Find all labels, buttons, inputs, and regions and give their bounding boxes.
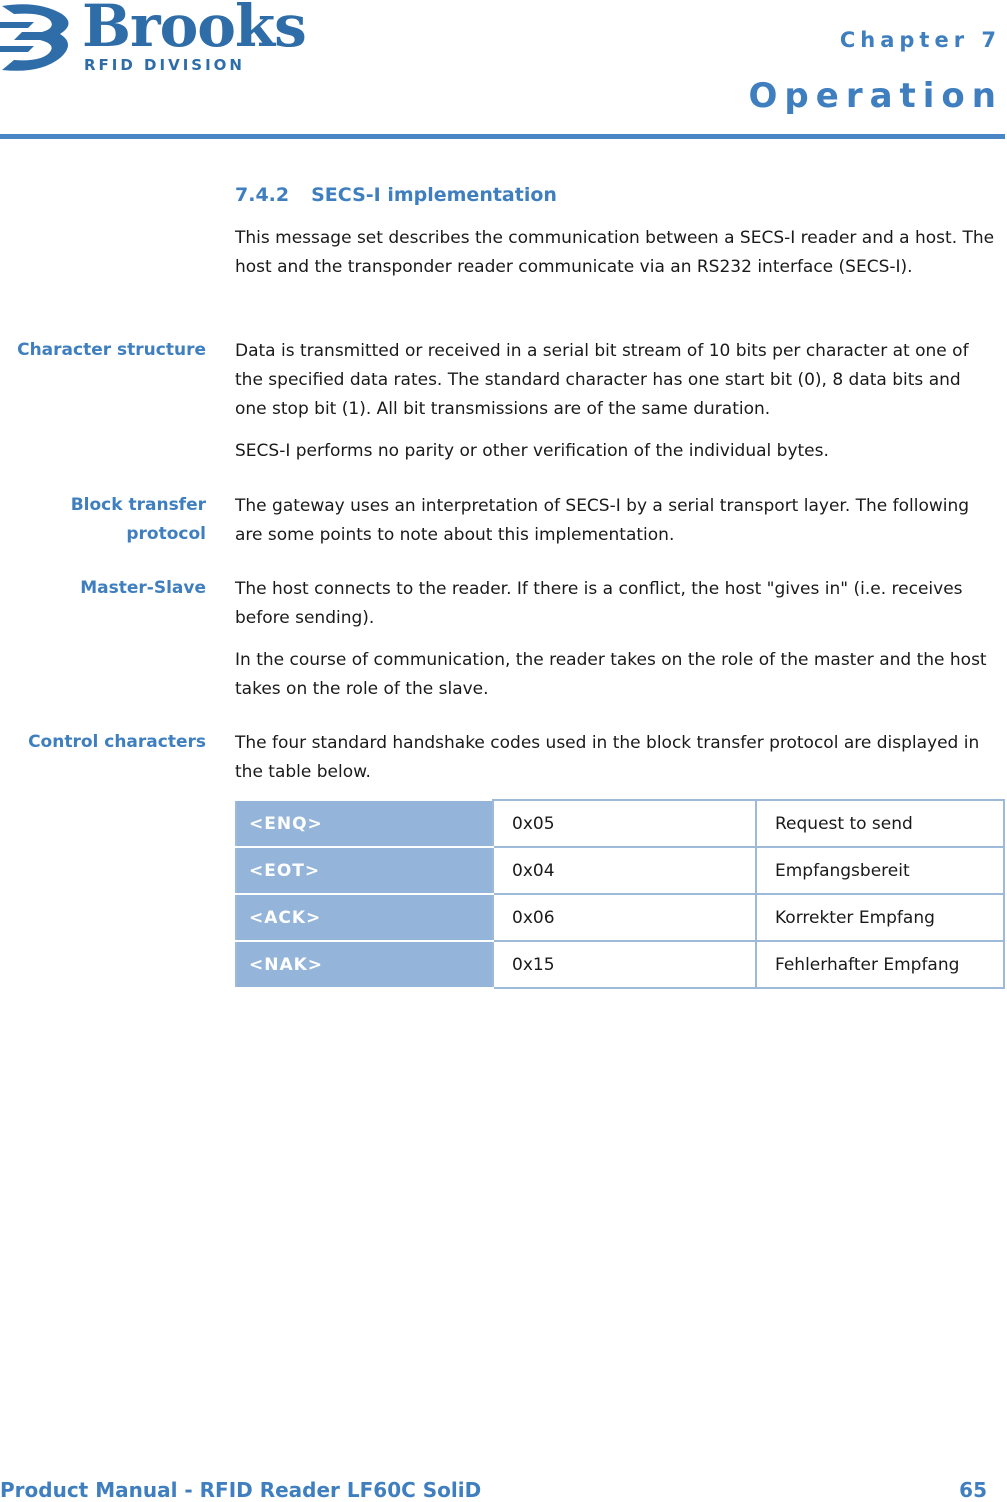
control-code-cell: <NAK> (236, 941, 493, 988)
side-heading-block-transfer-line1: Block transfer (70, 495, 206, 515)
footer-document-title: Product Manual - RFID Reader LF60C SoliD (0, 1478, 482, 1502)
side-heading-character-structure: Character structure (17, 340, 206, 360)
description-cell: Korrekter Empfang (756, 894, 1004, 941)
control-code-cell: <EOT> (236, 847, 493, 894)
table-row (236, 894, 1004, 941)
section-intro: This message set describes the communication between a SECS-I reader and a host. The host and the transponder reader communicate via an RS232 interface (SECS-I). (235, 228, 995, 277)
table-row (236, 847, 1004, 894)
character-structure-paragraph: Data is transmitted or received in a serial bit stream of 10 bits per character at one of the specified data rates. The standard character has one start bit (0), 8 data bits and one stop bit (1). All bit transmissions are of the same duration. (235, 341, 969, 419)
control-code-cell: <ENQ> (236, 800, 493, 847)
description-cell: Fehlerhafter Empfang (756, 941, 1004, 988)
footer-page-number: 65 (959, 1478, 987, 1502)
table-row (236, 941, 1004, 988)
logo-subtitle: RFID DIVISION (84, 56, 245, 74)
side-heading-control-characters: Control characters (28, 732, 206, 752)
logo-wordmark: Brooks (82, 0, 306, 60)
chapter-label: Chapter 7 (839, 28, 1001, 52)
master-slave-paragraph: The host connects to the reader. If there is a conflict, the host "gives in" (i.e. receives before sending). (235, 579, 963, 628)
block-transfer-paragraph: The gateway uses an interpretation of SECS-I by a serial transport layer. The following are some points to note about this implementation. (235, 496, 970, 545)
section-number: 7.4.2 (235, 184, 290, 206)
brooks-logo-icon (0, 0, 80, 76)
hex-value-cell: 0x06 (493, 894, 756, 941)
hex-value-cell: 0x15 (493, 941, 756, 988)
brooks-logo (0, 0, 306, 78)
hex-value-cell: 0x04 (493, 847, 756, 894)
master-slave-roles: In the course of communication, the reader takes on the role of the master and the host takes on the role of the slave. (235, 650, 987, 699)
side-heading-master-slave: Master-Slave (80, 578, 206, 598)
control-characters-paragraph: The four standard handshake codes used in the block transfer protocol are displayed in the table below. (235, 733, 980, 782)
control-characters-table (235, 799, 1005, 989)
side-heading-block-transfer-line2: protocol (126, 524, 206, 544)
description-cell: Request to send (756, 800, 1004, 847)
chapter-title: Operation (748, 76, 1003, 116)
control-code-cell: <ACK> (236, 894, 493, 941)
table-row (236, 800, 1004, 847)
header-divider (0, 134, 1005, 139)
hex-value-cell: 0x05 (493, 800, 756, 847)
description-cell: Empfangsbereit (756, 847, 1004, 894)
section-title: SECS-I implementation (311, 184, 557, 206)
side-heading-block-transfer (0, 491, 206, 549)
character-structure-note: SECS-I performs no parity or other verification of the individual bytes. (235, 441, 829, 461)
section-heading (235, 184, 557, 206)
